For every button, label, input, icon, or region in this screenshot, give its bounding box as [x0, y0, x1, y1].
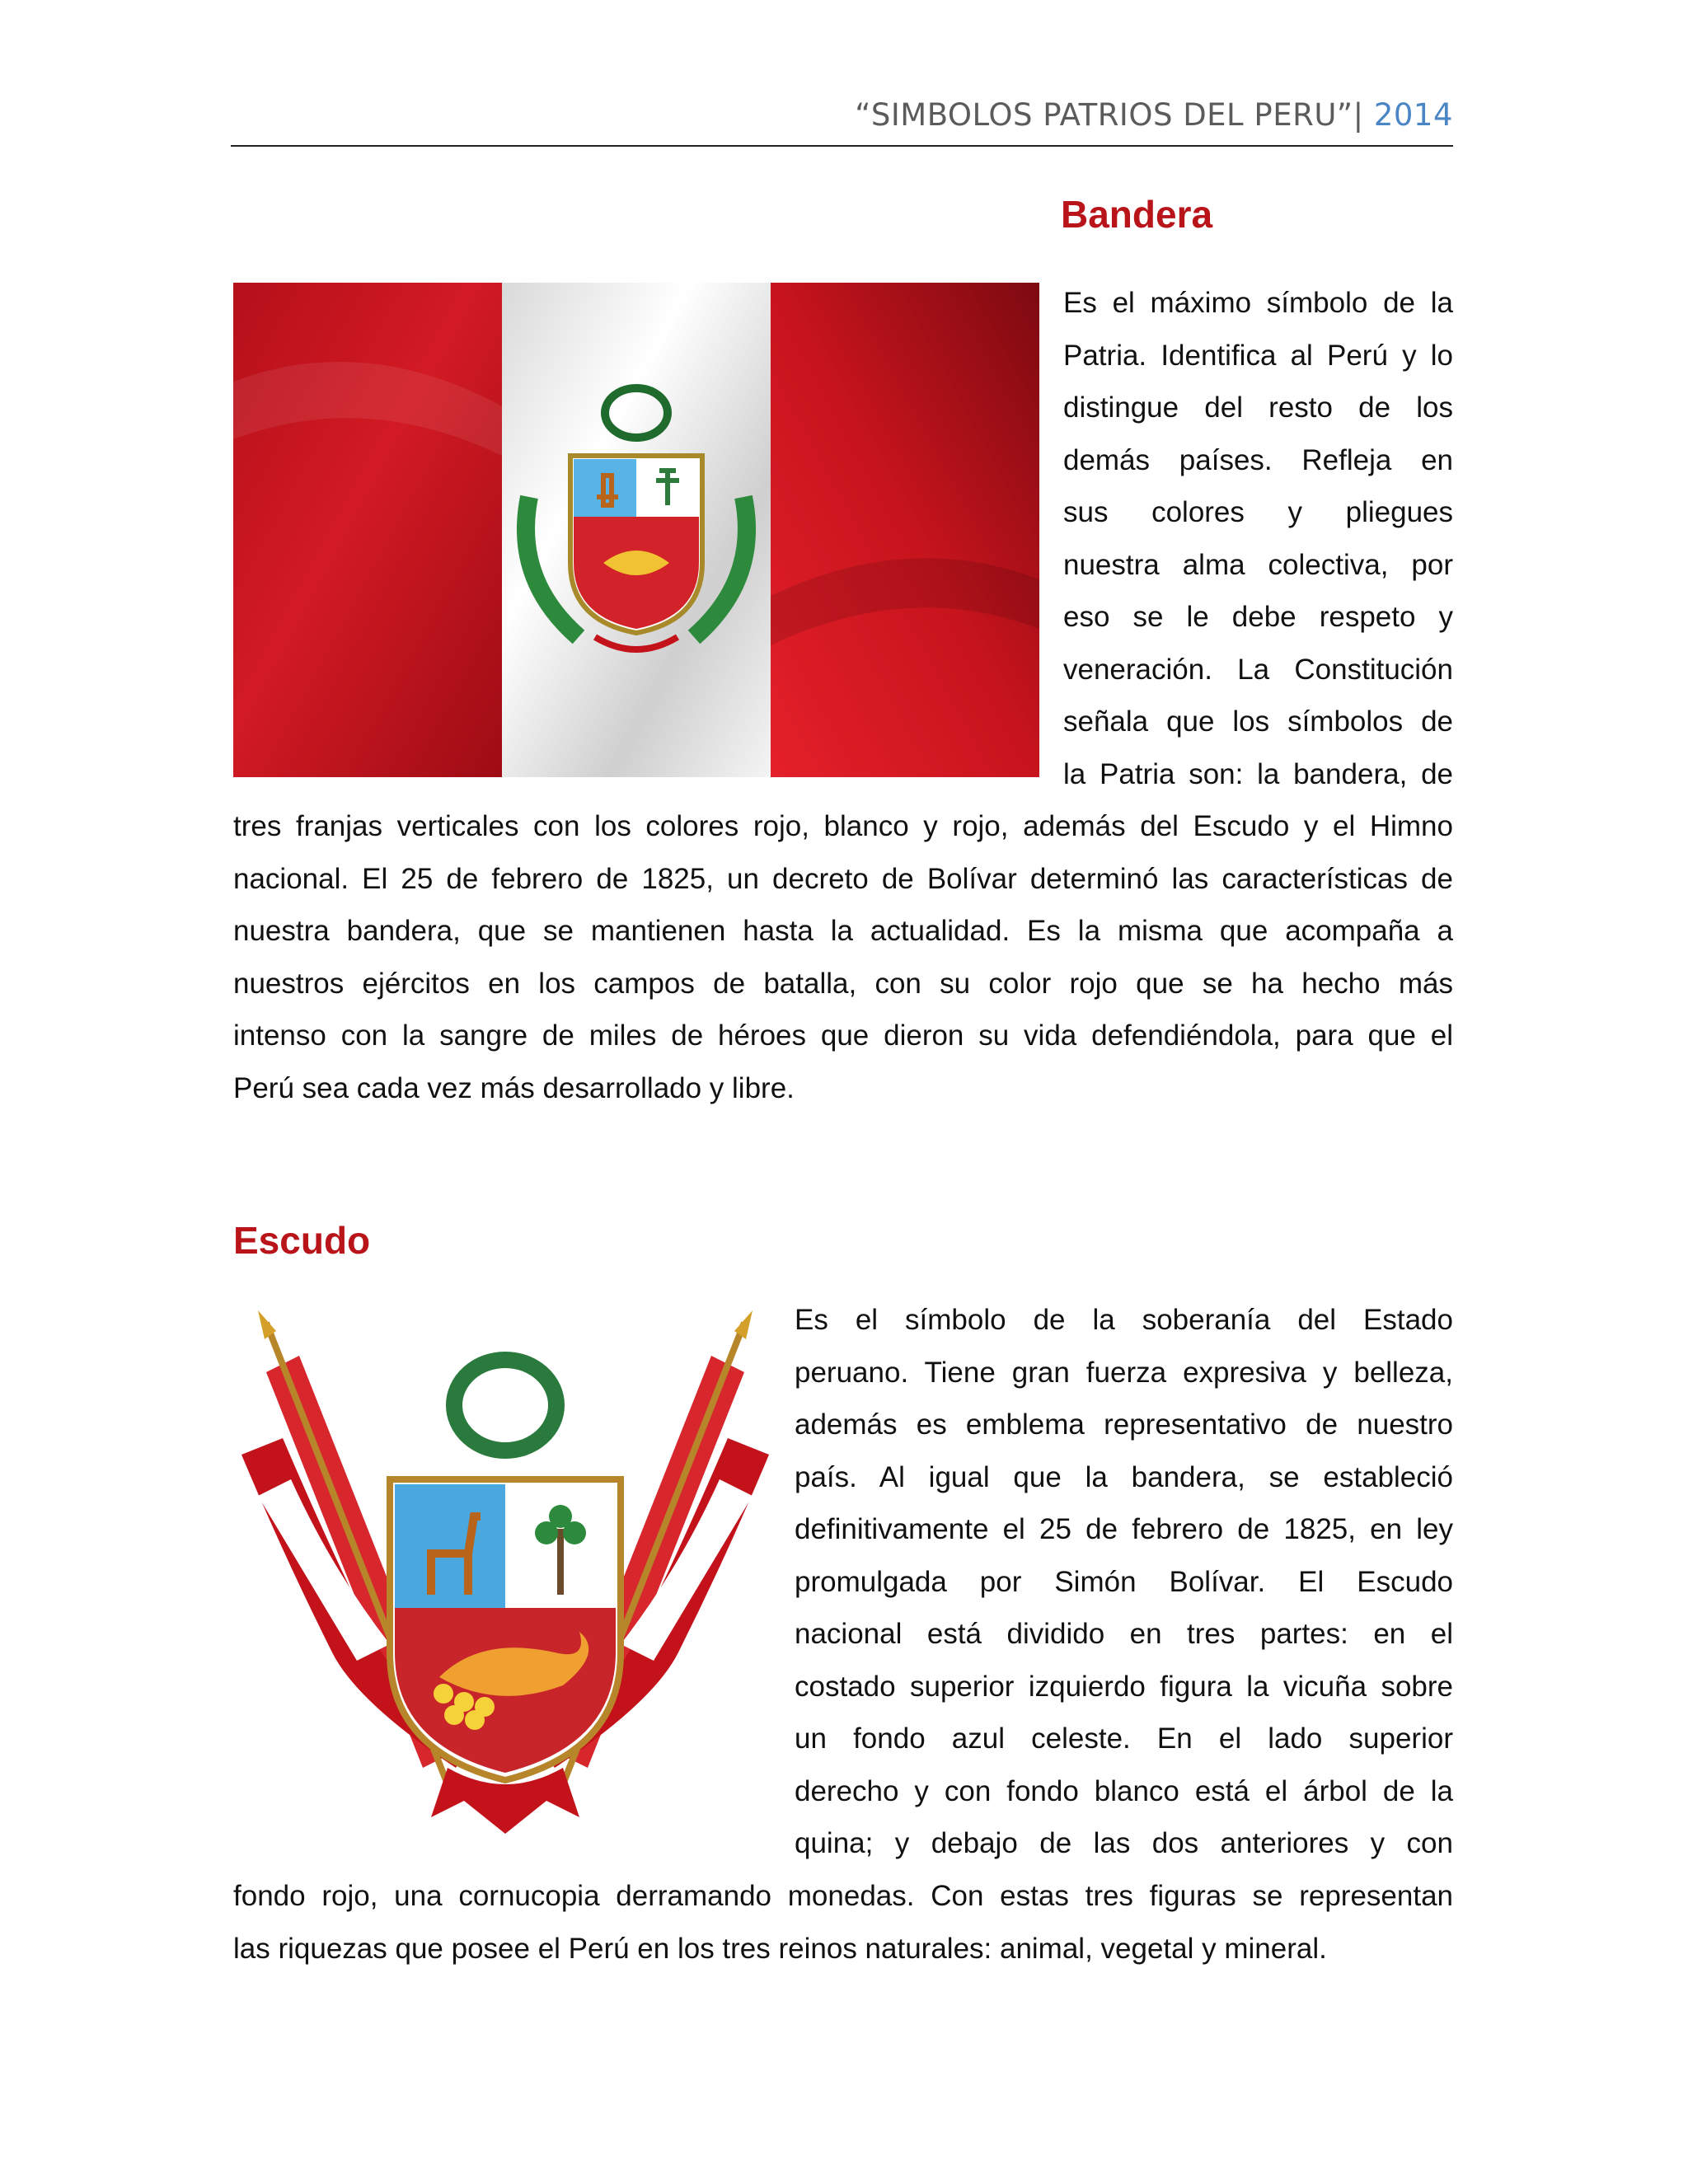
header-title: “SIMBOLOS PATRIOS DEL PERU”| [855, 97, 1364, 133]
peru-coat-of-arms-icon [233, 1306, 777, 1834]
text-line: eso se le debe respeto y [1063, 601, 1453, 633]
text-line: Patria. Identifica al Perú y lo [1063, 339, 1453, 372]
bandera-full-text [233, 800, 1453, 1114]
text-line: intenso con la sangre de miles de héroes que dieron su vida defendiéndola, para que el [233, 1019, 1453, 1052]
text-line: tres franjas verticales con los colores rojo, blanco y rojo, además del Escudo y el Himno [233, 810, 1453, 842]
text-line: quina; y debajo de las dos anteriores y con [795, 1827, 1453, 1859]
peru-flag-icon [233, 283, 1039, 777]
text-line: promulgada por Simón Bolívar. El Escudo [795, 1565, 1453, 1598]
text-line: sus colores y pliegues [1063, 496, 1453, 528]
text-line: veneración. La Constitución [1063, 653, 1453, 686]
text-line: nuestra alma colectiva, por [1063, 548, 1453, 581]
text-line: la Patria son: la bandera, de [1063, 757, 1453, 790]
bandera-heading: Bandera [1061, 193, 1213, 236]
page-header [231, 97, 1453, 133]
text-line: derecho y con fondo blanco está el árbol de la [795, 1774, 1453, 1807]
text-line: nacional. El 25 de febrero de 1825, un decreto de Bolívar determinó las características de [233, 862, 1453, 895]
text-line: demás países. Refleja en [1063, 443, 1453, 476]
text-line: además es emblema representativo de nuestro [795, 1408, 1453, 1441]
escudo-side-text [795, 1294, 1453, 1870]
text-line: nacional está dividido en tres partes: en el [795, 1618, 1453, 1650]
text-line: Es el máximo símbolo de la [1063, 287, 1453, 319]
text-line: país. Al igual que la bandera, se estableció [795, 1460, 1453, 1493]
text-line: peruano. Tiene gran fuerza expresiva y belleza, [795, 1356, 1453, 1389]
text-line: Perú sea cada vez más desarrollado y libre. [233, 1071, 795, 1104]
text-line: Es el símbolo de la soberanía del Estado [795, 1304, 1453, 1336]
escudo-heading: Escudo [233, 1219, 371, 1262]
bandera-side-text [1063, 277, 1453, 800]
text-line: fondo rojo, una cornucopia derramando monedas. Con estas tres figuras se representan [233, 1880, 1453, 1912]
header-year: 2014 [1373, 97, 1453, 133]
text-line: señala que los símbolos de [1063, 705, 1453, 738]
text-line: nuestros ejércitos en los campos de batalla, con su color rojo que se ha hecho más [233, 967, 1453, 1000]
escudo-full-text [233, 1870, 1453, 1975]
text-line: nuestra bandera, que se mantienen hasta la actualidad. Es la misma que acompaña a [233, 915, 1453, 947]
text-line: definitivamente el 25 de febrero de 1825, en ley [795, 1513, 1453, 1545]
text-line: distingue del resto de los [1063, 391, 1453, 424]
text-line: un fondo azul celeste. En el lado superior [795, 1722, 1453, 1755]
header-rule [231, 145, 1453, 147]
text-line: costado superior izquierdo figura la vicuña sobre [795, 1670, 1453, 1703]
text-line: las riquezas que posee el Perú en los tres reinos naturales: animal, vegetal y mineral. [233, 1932, 1327, 1965]
